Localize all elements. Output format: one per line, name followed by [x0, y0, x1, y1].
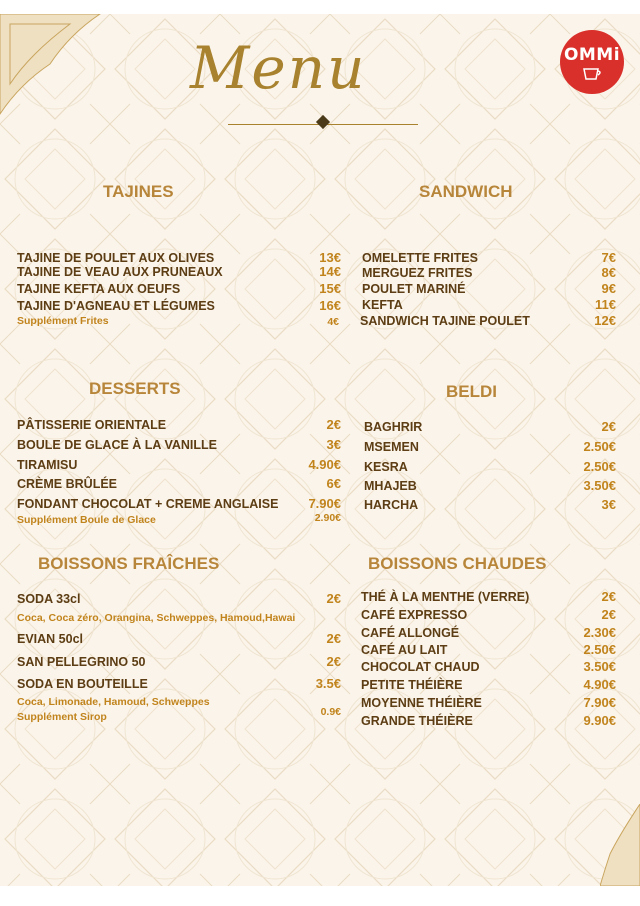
supplement-price: 0.9€	[320, 706, 341, 718]
menu-price: 3.50€	[583, 478, 616, 493]
menu-price: 2.50€	[583, 642, 616, 657]
menu-price: 2€	[601, 607, 616, 622]
section-heading-desserts: DESSERTS	[89, 379, 181, 398]
menu-price: 2€	[326, 591, 341, 606]
menu-price: 13€	[319, 250, 341, 265]
menu-price: 3.50€	[583, 659, 616, 674]
supplement-text: Supplément Boule de Glace	[17, 514, 156, 526]
menu-item: MERGUEZ FRITES	[362, 266, 473, 280]
menu-price: 7€	[601, 250, 616, 265]
supplement-text: Supplément Frites	[17, 315, 109, 327]
menu-price: 9.90€	[583, 713, 616, 728]
menu-price: 2.50€	[583, 459, 616, 474]
menu-item: SODA EN BOUTEILLE	[17, 677, 148, 691]
supplement-price: 2.90€	[314, 512, 341, 524]
menu-item: CRÈME BRÛLÉE	[17, 477, 118, 491]
menu-price: 2€	[601, 419, 616, 434]
menu-item: CAFÉ AU LAIT	[361, 643, 448, 657]
menu-item: CAFÉ EXPRESSO	[361, 608, 468, 622]
menu-price: 2€	[326, 631, 341, 646]
ommi-logo	[560, 30, 624, 94]
section-heading-boissons-fraiches: BOISSONS FRAÎCHES	[38, 554, 220, 573]
section-heading-tajines: TAJINES	[103, 182, 174, 201]
menu-item: TAJINE DE VEAU AUX PRUNEAUX	[17, 265, 223, 279]
menu-item: MOYENNE THÉIÈRE	[361, 696, 482, 710]
menu-item: KEFTA	[362, 298, 403, 312]
menu-price: 2.50€	[583, 439, 616, 454]
cup-icon	[581, 67, 603, 81]
menu-item: MSEMEN	[364, 440, 419, 454]
menu-price: 14€	[319, 264, 341, 279]
menu-item: MHAJEB	[364, 479, 417, 493]
menu-price: 12€	[594, 313, 616, 328]
menu-item: KESRA	[364, 460, 408, 474]
menu-item: BAGHRIR	[364, 420, 423, 434]
menu-item: CHOCOLAT CHAUD	[361, 660, 480, 674]
menu-price: 7.90€	[308, 496, 341, 511]
menu-price: 3€	[601, 497, 616, 512]
menu-item: SANDWICH TAJINE POULET	[360, 314, 530, 328]
menu-price: 9€	[601, 281, 616, 296]
section-heading-boissons-chaudes: BOISSONS CHAUDES	[368, 554, 547, 573]
menu-item: FONDANT CHOCOLAT + CREME ANGLAISE	[17, 497, 279, 511]
menu-item: BOULE DE GLACE À LA VANILLE	[17, 438, 217, 452]
menu-item: SAN PELLEGRINO 50	[17, 655, 146, 669]
menu-price: 4.90€	[583, 677, 616, 692]
menu-item: SODA 33cl	[17, 592, 81, 606]
menu-price: 4.90€	[308, 457, 341, 472]
logo-text: OMMi	[563, 45, 621, 65]
menu-item: THÉ À LA MENTHE (VERRE)	[361, 590, 530, 604]
menu-item: EVIAN 50cl	[17, 632, 84, 646]
menu-price: 11€	[595, 297, 616, 312]
menu-price: 2€	[601, 589, 616, 604]
menu-item: CAFÉ ALLONGÉ	[361, 626, 460, 640]
menu-price: 2.30€	[583, 625, 616, 640]
menu-item: HARCHA	[364, 498, 419, 512]
corner-ornament-bottom-right	[600, 804, 640, 886]
page-title: Menu	[190, 34, 367, 102]
menu-item: TIRAMISU	[17, 458, 78, 472]
menu-item: PÂTISSERIE ORIENTALE	[17, 418, 167, 432]
menu-item: OMELETTE FRITES	[362, 251, 478, 265]
section-heading-beldi: BELDI	[446, 382, 497, 401]
menu-price: 7.90€	[583, 695, 616, 710]
menu-price: 3€	[326, 437, 341, 452]
menu-price: 2€	[326, 654, 341, 669]
menu-item: TAJINE D'AGNEAU ET LÉGUMES	[17, 299, 215, 313]
menu-item: POULET MARINÉ	[362, 282, 466, 296]
menu-item: GRANDE THÉIÈRE	[361, 714, 473, 728]
menu-item: PETITE THÉIÈRE	[361, 678, 463, 692]
section-heading-sandwich: SANDWICH	[419, 182, 513, 201]
menu-price: 8€	[601, 265, 616, 280]
menu-price: 16€	[319, 298, 341, 313]
menu-price: 2€	[326, 417, 341, 432]
menu-price: 6€	[326, 476, 341, 491]
menu-price: 3.5€	[315, 676, 341, 691]
drink-detail: Coca, Limonade, Hamoud, Schweppes	[17, 696, 210, 708]
corner-ornament-top-left	[0, 14, 110, 124]
supplement-price: 4€	[327, 316, 339, 328]
drink-detail: Coca, Coca zéro, Orangina, Schweppes, Hamoud,Hawai	[17, 612, 296, 624]
menu-price: 15€	[319, 281, 341, 296]
supplement-text: Supplément Sirop	[17, 711, 107, 723]
menu-item: TAJINE KEFTA AUX OEUFS	[17, 282, 181, 296]
menu-item: TAJINE DE POULET AUX OLIVES	[17, 251, 215, 265]
menu-page	[0, 14, 640, 886]
